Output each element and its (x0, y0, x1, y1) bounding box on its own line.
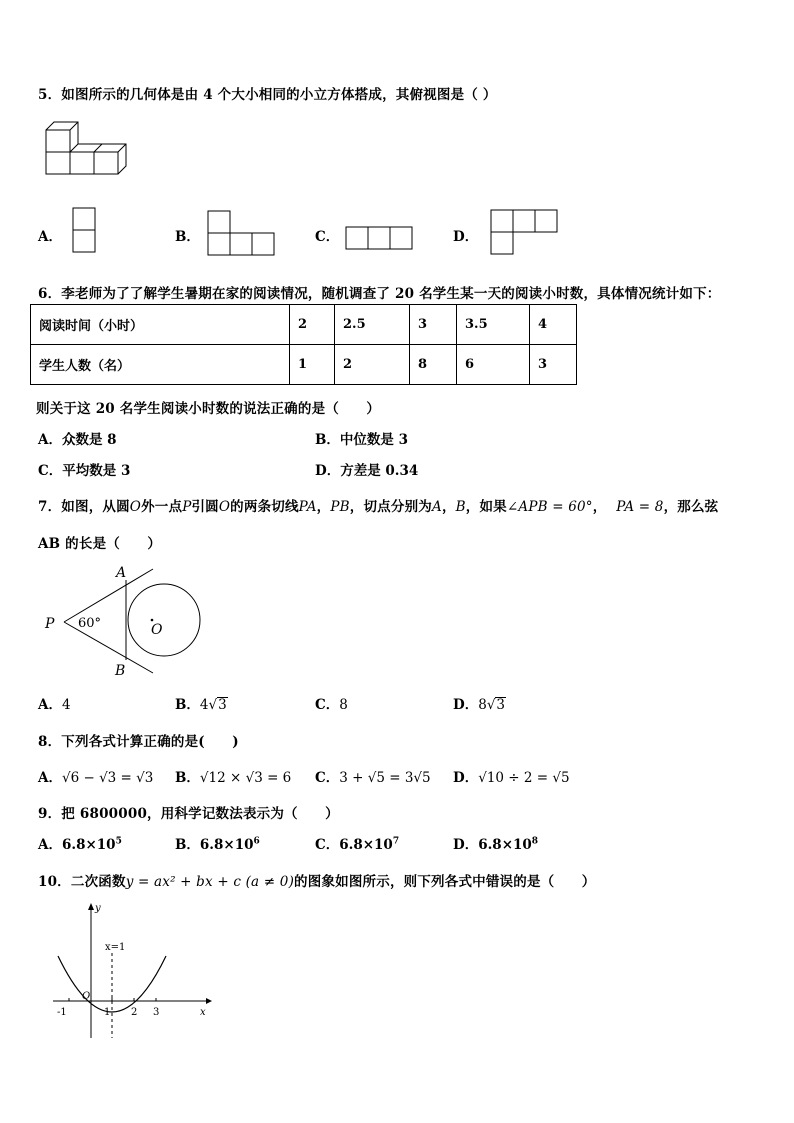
q5-option-d-label[interactable]: D． (453, 229, 479, 245)
q6-option-d[interactable]: D．方差是 0.34 (315, 463, 419, 479)
table-cell: 3 (530, 345, 577, 385)
q6-stem: 6．李老师为了了解学生暑期在家的阅读情况，随机调查了 20 名学生某一天的阅读小时数，具体情况统计如下： (38, 286, 721, 302)
q5-option-c-label[interactable]: C． (315, 229, 340, 245)
q6-option-a[interactable]: A．众数是 8 (38, 432, 117, 448)
origin-label: O (82, 991, 91, 1002)
table-cell: 1 (290, 345, 335, 385)
q9-option-b[interactable]: B．$6.8\times 10^6$ (175, 836, 260, 853)
q5-option-a-figure[interactable] (72, 207, 98, 255)
tick-label: -1 (57, 1007, 67, 1018)
q9-option-c[interactable]: C．$6.8\times 10^7$ (315, 836, 400, 853)
q7-stem: 7．如图，从圆O外一点P引圆O的两条切线PA，PB，切点分别为A，B，如果∠APB = 60°， PA = 8，那么弦 (38, 499, 719, 515)
table-cell: 3.5 (457, 305, 530, 345)
table-cell: 学生人数（名） (31, 345, 290, 385)
q9-stem: 9．把 6800000，用科学记数法表示为（ ） (38, 806, 339, 822)
q7-option-d[interactable]: D．8√3 (453, 697, 506, 713)
table-cell: 2.5 (335, 305, 410, 345)
q6-question: 则关于这 20 名学生阅读小时数的说法正确的是（ ） (36, 401, 381, 417)
table-cell: 4 (530, 305, 577, 345)
symmetry-axis-label: x=1 (105, 942, 126, 953)
q7-stem-line2: AB 的长是（ ） (38, 536, 162, 552)
q5-option-b-figure[interactable] (207, 210, 277, 258)
table-cell: 6 (457, 345, 530, 385)
table-cell: 3 (410, 305, 457, 345)
tick-label: 3 (153, 1007, 160, 1018)
tick-label: 1 (104, 1007, 111, 1018)
x-axis-label: x (200, 1007, 206, 1018)
table-row (31, 305, 577, 345)
table-cell: 8 (410, 345, 457, 385)
q7-option-b[interactable]: B．4√3 (175, 697, 227, 713)
table-cell: 阅读时间（小时） (31, 305, 290, 345)
point-b-label: B (115, 663, 126, 679)
q9-option-d[interactable]: D．$6.8\times 10^8$ (453, 836, 539, 853)
q5-stem: 5．如图所示的几何体是由 4 个大小相同的小立方体搭成，其俯视图是（ ） (38, 87, 497, 103)
q6-data-table (30, 304, 577, 385)
q7-circle-figure (40, 562, 210, 680)
q8-option-d[interactable]: D．√10 ÷ 2 = √5 (453, 770, 570, 786)
q9-option-a[interactable]: A．$6.8\times 10^5$ (38, 836, 122, 853)
point-a-label: A (116, 565, 127, 581)
tick-label: 2 (131, 1007, 138, 1018)
table-cell: 2 (335, 345, 410, 385)
q7-option-a[interactable]: A．4 (38, 697, 71, 713)
point-p-label: P (45, 616, 55, 632)
q6-option-b[interactable]: B．中位数是 3 (315, 432, 409, 448)
q5-option-b-label[interactable]: B． (175, 229, 200, 245)
q8-stem: 8．下列各式计算正确的是( ) (38, 734, 239, 750)
y-axis-label: y (95, 903, 101, 914)
q8-option-a[interactable]: A．√6 − √3 = √3 (38, 770, 154, 786)
q8-option-c[interactable]: C．3 + √5 = 3√5 (315, 770, 431, 786)
angle-label: 60° (78, 616, 102, 631)
q5-option-c-figure[interactable] (345, 226, 415, 252)
q5-solid-figure (40, 118, 130, 180)
table-row (31, 345, 577, 385)
q6-option-c[interactable]: C．平均数是 3 (38, 463, 131, 479)
q5-option-d-figure[interactable] (490, 209, 560, 257)
q5-option-a-label[interactable]: A． (38, 229, 62, 245)
q8-option-b[interactable]: B．√12 × √3 = 6 (175, 770, 292, 786)
center-o-label: O (151, 622, 163, 638)
q10-stem: 10．二次函数y = ax² + bx + c (a ≠ 0)的图象如图所示，则下列各式中错误的是（ ） (38, 874, 596, 890)
table-cell: 2 (290, 305, 335, 345)
q10-parabola-graph (48, 898, 218, 1043)
q7-option-c[interactable]: C．8 (315, 697, 348, 713)
